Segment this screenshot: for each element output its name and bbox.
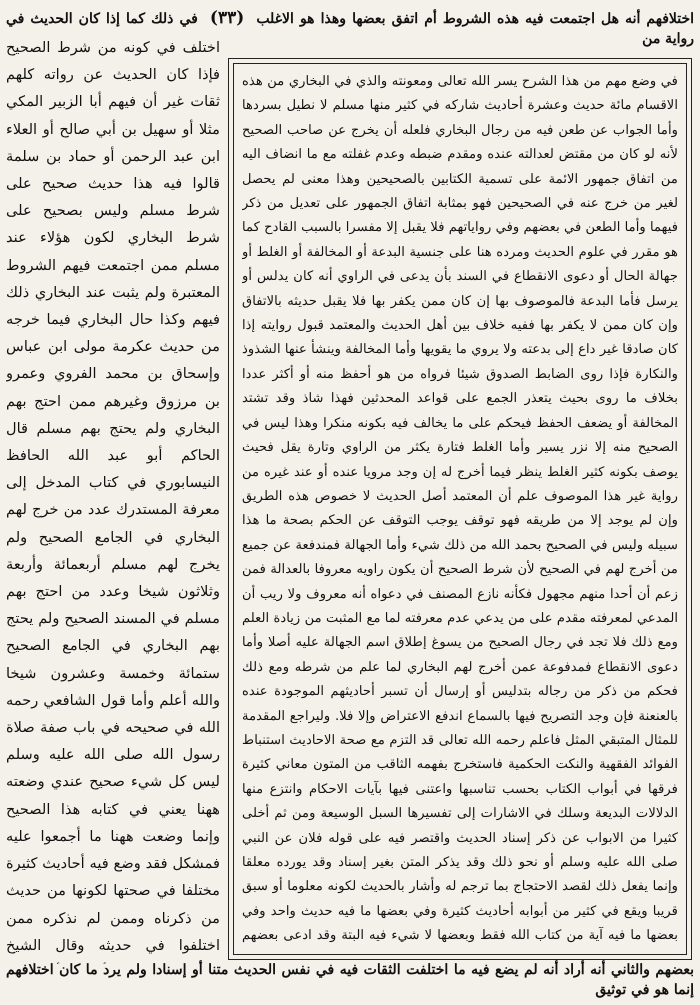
header-text-left: في ذلك كما إذا كان الحديث في رواية من xyxy=(6,11,694,47)
page-footer xyxy=(6,960,694,1004)
page-number: (٣٣) xyxy=(209,8,245,28)
header-text-right: اختلافهم أنه هل اجتمعت فيه هذه الشروط أم اتفق بعضها وهذا هو الاغلب xyxy=(256,11,694,27)
main-text-inner-border xyxy=(233,63,687,955)
footer-text: بعضهم والثاني أنه أراد أنه لم يضع فيه ما اختلفت الثقات فيه في نفس الحديث متنا أو إسنادا ولم يرد ما كان اختلافهم إنما هو في توثيق xyxy=(6,962,694,998)
main-text-frame xyxy=(228,58,692,960)
margin-commentary: اختلف في كونه من شرط الصحيح فإذا كان الحديث عن رواته كلهم ثقات غير أن فيهم أبا الزبير المكي مثلا أو سهيل بن أبي صالح أو العلاء ابن عبد الرحمن أو حماد بن سلمة قالوا فيه هذا حديث صحيح على شرط مسلم وليس بصحيح على شرط البخاري لكون هؤلاء عند مسلم ممن اجتمعت فيهم الشروط المعتبرة ولم يثبت عند البخاري ذلك فيهم وكذا حال البخاري فيما خرجه من حديث عكرمة مولى ابن عباس وإسحاق بن محمد الفروي وعمرو بن مرزوق وغيرهم ممن احتج بهم البخاري ولم يحتج بهم مسلم قال الحاكم أبو عبد الله الحافظ النيسابوري في كتاب المدخل إلى معرفة المستدرك عدد من خرج لهم البخاري في الجامع الصحيح ولم يخرج لهم مسلم أربعمائة وأربعة وثلاثون شيخا وعدد من احتج بهم مسلم في المسند الصحيح ولم يحتج بهم البخاري في الجامع الصحيح ستمائة وخمسة وعشرون شيخا والله أعلم وأما قول الشافعي رحمه الله في صحيحه في باب صفة صلاة رسول الله صلى الله عليه وسلم ليس كل شيء صحيح عندي وضعته ههنا يعني في كتابه هذا الصحيح وإنما وضعت ههنا ما أجمعوا عليه فمشكل فقد وضع فيه أحاديث كثيرة مختلفا في صحتها لكونها من حديث من ذكرناه وممن لم نذكره ممن اختلفوا في حديثه وقال الشيخ xyxy=(6,39,220,954)
main-text-body: في وضع مهم من هذا الشرح يسر الله تعالى ومعونته والذي في البخاري من هذه الاقسام مائة حديث وعشرة أحاديث شاركه في كثير منها مسلم لا نطيل بسردها وأما الجواب عن طعن فيه من رجال البخاري فلعله أن يخرج عن صاحب الصحيح لأنه لو كان من مقتض لعدالته عنده ومقدم ضبطه وعدم غفلته مع ما انضاف اليه من اتفاق جمهور الائمة على تسمية الكتابين بالصحيحين وهذا معنى لم يحصل لغير من خرج عنه في الصحيحين فهو بمثابة اتفاق الجمهور على تعديل من ذكر فيهما وأما الطعن في بعضهم وفي رواياتهم فلا يقبل إلا مفسرا بالسبب القادح كما هو مقرر في علوم الحديث ومرده هنا على جنسية البدعة أو المخالفة أو الغلط أو جهالة الحال أو دعوى الانقطاع في السند بأن يدعى في الراوي أنه كان يدلس أو يرسل فأما البدعة فالموصوف بها إن كان ممن يكفر بها فلا يقبل حديثه بالاتفاق وإن كان ممن لا يكفر بها ففيه خلاف بين أهل الحديث والمعتمد قبول روايته إذا كان صادقا غير داع إلى بدعته ولا يروي ما يقويها وأما المخالفة وينشأ عنها الشذوذ والنكارة فإذا روى الضابط الصدوق شيئا فرواه من هو أحفظ منه أو أكثر عددا بخلاف ما روى بحيث يتعذر الجمع على قواعد المحدثين فهذا شاذ وقد تشتد المخالفة أو يضعف الحفظ فيحكم على ما يخالف فيه بكونه منكرا وهذا ليس في الصحيح منه إلا نزر يسير وأما الغلط فتارة يكثر من الراوي وتارة يقل فحيث يوصف بكونه كثير الغلط ينظر فيما أخرج له إن وجد مرويا عنده أو عند غيره من رواية غير هذا الموصوف علم أن المعتمد أصل الحديث لا خصوص هذه الطريق وإن لم يوجد إلا من طريقه فهو توقف يوجب التوقف عن الحكم بصحة ما هذا سبيله وليس في الصحيح بحمد الله من ذلك شيء وأما الجهالة فمندفعة عن جميع من أخرج لهم في الصحيح لأن شرط الصحيح أن يكون راويه معروفا بالعدالة فمن زعم أن أحدا منهم مجهول فكأنه نازع المصنف في دعواه أنه معروف ولا ريب أن المدعي لمعرفته مقدم على من يدعي عدم معرفته لما مع المثبت من زيادة العلم ومع ذلك فلا تجد في رجال الصحيح من يسوغ إطلاق اسم الجهالة عليه أصلا وأما دعوى الانقطاع فمدفوعة عمن أخرج لهم البخاري لما علم من شرطه ومع ذلك فحكم من ذكر من رجاله بتدليس أو إرسال أن تسبر أحاديثهم الموجودة عنده بالعنعنة فإن وجد التصريح فيها بالسماع اندفع الاعتراض وإلا فلا. وليراجع المقدمة للمثال المتبقي المثل فاعلم رحمه الله تعالى قد التزم مع صحة الاحاديث استنباط الفوائد الفقهية والنكت الحكمية فاستخرج بفهمه الثاقب من المتون معاني كثيرة فرقها في أبواب الكتاب بحسب تناسبها واعتنى فيها بآيات الاحكام وانتزع منها الدلالات البديعة وسلك في الاشارات إلى تفسيرها السبل الوسيعة ومن ثم أخلى كثيرا من الابواب عن ذكر إسناد الحديث واقتصر فيه على قوله فلان عن النبي صلى الله عليه وسلم أو نحو ذلك وقد يذكر المتن بغير إسناد وقد يورده معلقا وإنما يفعل ذلك لقصد الاحتجاج بما ترجم له وأشار بالحديث لكونه معلوما أو سبق قريبا ويقع في كثير من أبوابه أحاديث كثيرة وفي بعضها ما فيه حديث واحد وفي بعضها ما فيه آية من كتاب الله فقط وبعضها لا شيء فيه البتة وقد ادعى بعضهم xyxy=(242,74,678,944)
